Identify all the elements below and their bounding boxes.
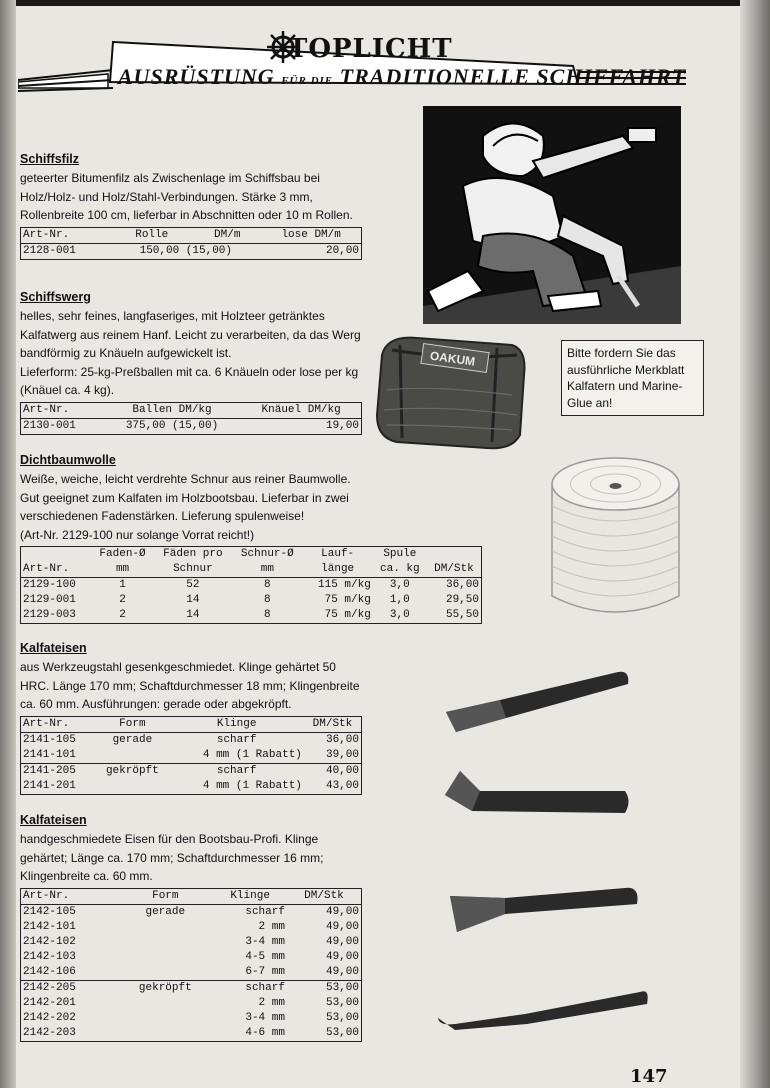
- col-header: Art-Nr.: [23, 889, 70, 902]
- cell: scharf: [216, 733, 257, 746]
- section-text: handgeschmiedete Eisen für den Bootsbau-Profi. Klinge gehärtet; Länge ca. 170 mm; Schaftdurchmesser 16 mm; Klingenbreite ca. 60 mm.: [20, 832, 324, 883]
- price-table: [20, 402, 362, 435]
- cell-price: 49,00: [325, 950, 359, 963]
- cell-artnr: 2141-105: [23, 733, 76, 746]
- cell: 8: [264, 594, 271, 606]
- table-row: [21, 1011, 362, 1026]
- col-header: mm: [115, 563, 130, 575]
- section-dichtbaumwolle: [20, 453, 482, 624]
- cell: scharf: [169, 763, 303, 779]
- cell: 52: [186, 579, 200, 591]
- cell: 75 m/kg: [324, 609, 371, 621]
- merkblatt-note: Bitte fordern Sie das ausführliche Merkblatt Kalfatern und Marine-Glue an!: [561, 340, 704, 416]
- cell-price: 43,00: [325, 779, 359, 792]
- caulking-iron-bent-1: [440, 765, 635, 820]
- cell-price: 55,50: [445, 609, 479, 621]
- cell-artnr: 2129-100: [23, 579, 76, 591]
- cell: 8: [264, 579, 271, 591]
- cell: 3-4 mm: [245, 1011, 285, 1024]
- cell: 8: [264, 609, 271, 621]
- cell-price: 375,00 (15,00): [125, 419, 219, 432]
- cell-artnr: 2129-003: [23, 609, 76, 621]
- cell: 4 mm (1 Rabatt): [202, 779, 302, 792]
- cell: [117, 950, 213, 965]
- cell: 4-5 mm: [245, 950, 285, 963]
- section-title: Kalfateisen: [20, 813, 87, 827]
- cell: 14: [186, 609, 200, 621]
- banner-small: FÜR DIE: [281, 75, 334, 87]
- caulking-worker-illustration: [423, 106, 681, 324]
- table-row: [21, 748, 362, 764]
- cell: 115 m/kg: [318, 579, 371, 591]
- table-row: [21, 608, 482, 624]
- section-title: Kalfateisen: [20, 641, 87, 655]
- cell-artnr: 2142-106: [23, 965, 76, 978]
- col-header: Fäden pro: [163, 548, 223, 560]
- col-header: mm: [260, 563, 274, 575]
- table-row: [21, 578, 482, 594]
- table-row: [21, 593, 482, 608]
- price-table: [20, 227, 362, 260]
- caulking-iron-straight-1: [440, 660, 635, 740]
- cell: 1,0: [389, 594, 410, 606]
- cell-price: 53,00: [325, 1011, 359, 1024]
- col-header: DM/Stk: [304, 889, 344, 902]
- cell: 3,0: [389, 579, 410, 591]
- cell: 4-6 mm: [245, 1026, 285, 1039]
- col-header: Schnur-Ø: [240, 548, 294, 560]
- cell-artnr: 2141-101: [23, 748, 76, 761]
- cell-price: 49,00: [325, 935, 359, 948]
- cell-artnr: 2128-001: [23, 244, 76, 257]
- cell-artnr: 2142-102: [23, 935, 76, 948]
- section-text: aus Werkzeugstahl gesenkgeschmiedet. Klinge gehärtet 50 HRC. Länge 170 mm; Schaftdurchmesser 18 mm; Klingenbreite ca. 60 mm. Ausführungen: gerade oder abgekröpft.: [20, 660, 360, 711]
- col-header: Schnur: [173, 563, 213, 575]
- page-top-edge: [0, 0, 770, 6]
- table-row: [21, 418, 362, 434]
- cell: 2: [119, 609, 126, 621]
- cell: scharf: [245, 905, 285, 918]
- cell-artnr: 2142-205: [21, 980, 118, 996]
- col-header: Knäuel DM/kg: [261, 403, 341, 416]
- table-row: [21, 1026, 362, 1042]
- caulking-iron-straight-2: [445, 878, 640, 938]
- caulking-iron-bent-2: [435, 978, 653, 1033]
- cell: 3,0: [389, 609, 410, 621]
- col-header: Form: [152, 889, 179, 902]
- table-row: [21, 779, 362, 795]
- col-header: Klinge: [230, 889, 270, 902]
- binding-shadow: [0, 0, 16, 1088]
- cell-artnr: 2142-201: [23, 996, 76, 1009]
- section-kalfateisen-2: [20, 813, 362, 1042]
- price-table: [20, 888, 362, 1042]
- col-header: Art-Nr.: [23, 563, 70, 575]
- banner-title: [118, 64, 686, 90]
- cell-artnr: 2141-205: [21, 763, 96, 779]
- col-header: lose DM/m: [281, 228, 341, 241]
- cell: 75 m/kg: [324, 594, 371, 606]
- section-kalfateisen-1: [20, 641, 362, 795]
- table-row: [21, 965, 362, 981]
- cell: 2 mm: [258, 920, 285, 933]
- price-table: [20, 546, 482, 624]
- col-header: Rolle: [135, 228, 169, 241]
- table-row: [21, 243, 362, 259]
- cell-price: 36,00: [325, 733, 359, 746]
- cell-price: 53,00: [325, 1026, 359, 1039]
- cell: scharf: [213, 980, 287, 996]
- cell: gerade: [145, 905, 186, 918]
- cell-price: 40,00: [304, 763, 362, 779]
- cell: 1: [119, 579, 126, 591]
- table-row: [21, 950, 362, 965]
- price-table: [20, 716, 362, 795]
- cell: 2: [119, 594, 126, 606]
- cell: [117, 965, 213, 981]
- cell: [117, 1026, 213, 1042]
- cell: [95, 779, 169, 795]
- cell-price: 49,00: [325, 905, 359, 918]
- cell-price: 29,50: [445, 594, 479, 606]
- section-schiffsfilz: [20, 152, 362, 260]
- table-row: [21, 904, 362, 920]
- col-header: Faden-Ø: [99, 548, 146, 560]
- col-header: Spule: [383, 548, 417, 560]
- section-text: Weiße, weiche, leicht verdrehte Schnur aus reiner Baumwolle. Gut geeignet zum Kalfaten im Holzbootsbau. Lieferbar in zwei verschiedenen Fadenstärken. Lieferung spulenweise!: [20, 472, 351, 523]
- oakum-bale-illustration: [372, 330, 527, 452]
- cell-price: 49,00: [325, 965, 359, 978]
- section-title: Dichtbaumwolle: [20, 453, 116, 467]
- cell-artnr: 2142-105: [23, 905, 76, 918]
- col-header: Form: [119, 717, 146, 730]
- cell: [117, 920, 213, 935]
- col-header: ca. kg: [380, 563, 420, 575]
- cell-artnr: 2129-001: [23, 594, 76, 606]
- cell: 4 mm (1 Rabatt): [202, 748, 302, 761]
- cell-artnr: 2141-201: [23, 779, 76, 792]
- cell-price: 39,00: [325, 748, 359, 761]
- cell-artnr: 2130-001: [23, 419, 76, 432]
- col-header: Art-Nr.: [23, 228, 70, 241]
- cell: 3-4 mm: [245, 935, 285, 948]
- page-number: 147: [630, 1066, 668, 1087]
- cell-artnr: 2142-202: [23, 1011, 76, 1024]
- table-row: [21, 980, 362, 996]
- col-header: DM/m: [214, 228, 241, 241]
- table-row: [21, 920, 362, 935]
- cell-artnr: 2142-203: [23, 1026, 76, 1039]
- cell: gekröpft: [95, 763, 169, 779]
- cell: 14: [186, 594, 200, 606]
- cell-price: 53,00: [287, 980, 362, 996]
- cell: gekröpft: [117, 980, 213, 996]
- section-schiffswerg: [20, 290, 362, 435]
- col-header: DM/Stk: [312, 717, 353, 730]
- cell: [117, 935, 213, 950]
- cell: [95, 748, 169, 764]
- col-header: [21, 547, 92, 563]
- col-header: Art-Nr.: [23, 717, 70, 730]
- cell: 2 mm: [258, 996, 285, 1009]
- section-text: geteerter Bitumenfilz als Zwischenlage im Schiffsbau bei Holz/Holz- und Holz/Stahl-Verbindungen. Stärke 3 mm, Rollenbreite 100 cm, lieferbar in Abschnitten oder 10 m Rollen.: [20, 171, 353, 222]
- col-header: länge: [321, 563, 355, 575]
- section-text: (Art-Nr. 2129-100 nur solange Vorrat reicht!): [20, 527, 255, 542]
- header-banner: [18, 30, 688, 100]
- cell-price: 19,00: [325, 419, 359, 432]
- cotton-spool-illustration: [548, 456, 683, 624]
- section-text: Lieferform: 25-kg-Preßballen mit ca. 6 Knäueln oder lose per kg (Knäuel ca. 4 kg).: [20, 364, 359, 397]
- brand-logo: TOPLICHT: [288, 34, 453, 64]
- col-header: Art-Nr.: [23, 403, 70, 416]
- col-header: Ballen DM/kg: [132, 403, 212, 416]
- cell-price: 49,00: [325, 920, 359, 933]
- col-header: [427, 547, 482, 563]
- section-title: Schiffsfilz: [20, 152, 80, 166]
- table-row: [21, 996, 362, 1011]
- cell-artnr: 2142-101: [23, 920, 76, 933]
- cell-price: 53,00: [325, 996, 359, 1009]
- col-header: Klinge: [216, 717, 257, 730]
- table-row: [21, 732, 362, 748]
- col-header: DM/Stk: [434, 563, 474, 575]
- section-title: Schiffswerg: [20, 290, 91, 304]
- cell: [117, 1011, 213, 1026]
- cell: [117, 996, 213, 1011]
- table-row: [21, 763, 362, 779]
- cell: gerade: [112, 733, 153, 746]
- bale-label: OAKUM: [429, 348, 476, 369]
- cell-price: 150,00 (15,00): [139, 244, 233, 257]
- cell: 6-7 mm: [245, 965, 285, 978]
- cell-price: 20,00: [325, 244, 359, 257]
- table-row: [21, 935, 362, 950]
- banner-main: AUSRÜSTUNG: [118, 64, 275, 89]
- section-text: helles, sehr feines, langfaseriges, mit Holzteer getränktes Kalfatwerg aus reinem Hanf. Leicht zu verarbeiten, da das Werg bandförmig zu Knäueln aufgewickelt ist.: [20, 309, 361, 360]
- col-header: Lauf-: [321, 548, 355, 560]
- banner-rest: TRADITIONELLE SCHIFFAHRT: [339, 64, 687, 89]
- cell-artnr: 2142-103: [23, 950, 76, 963]
- page-edge: [740, 0, 770, 1088]
- cell-price: 36,00: [445, 579, 479, 591]
